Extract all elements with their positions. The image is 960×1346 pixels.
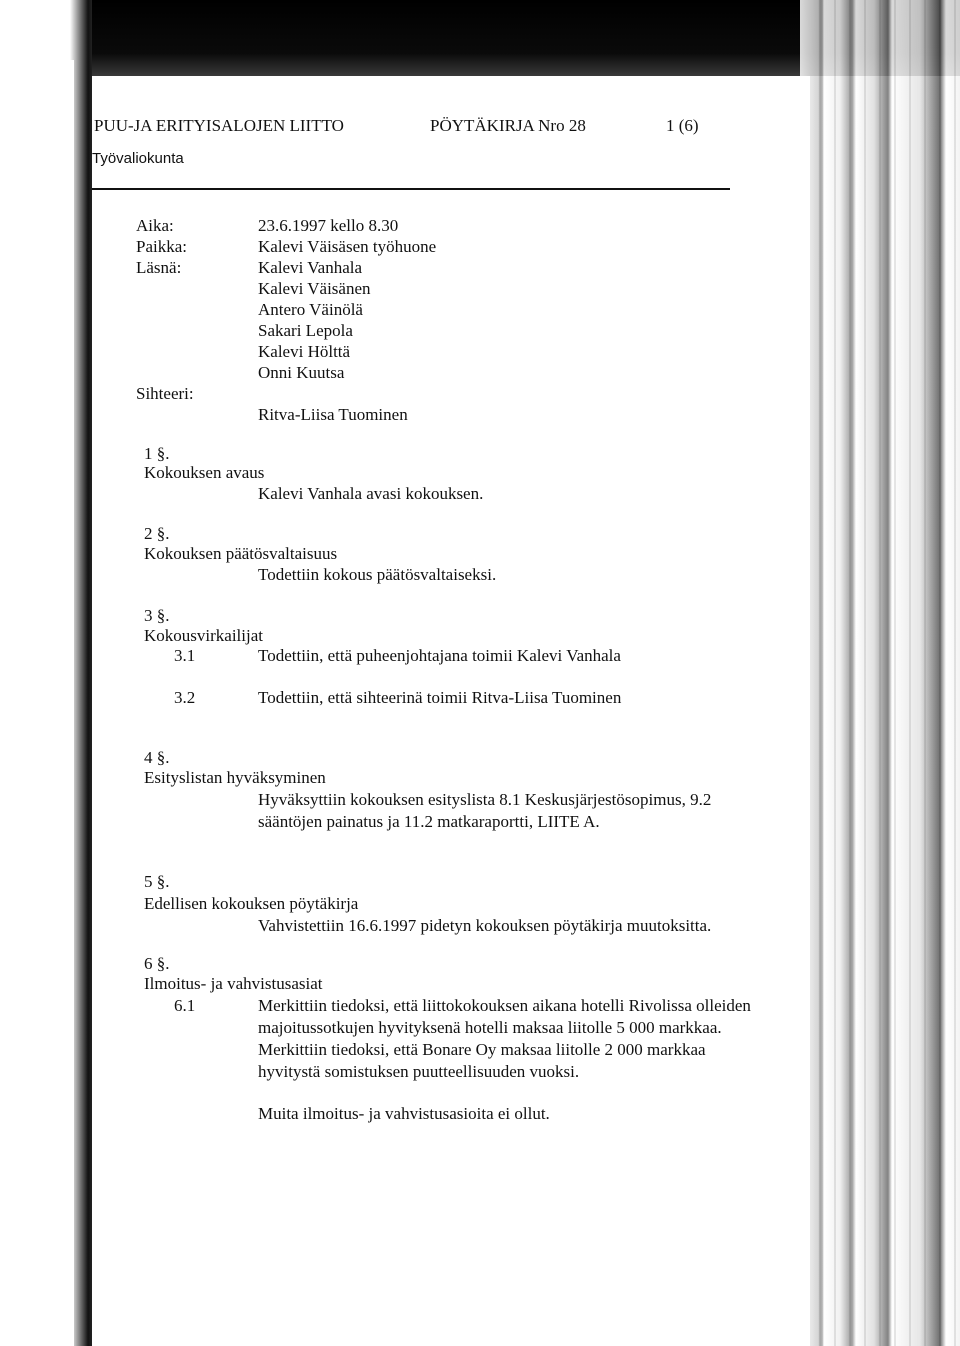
scan-page-stack-lines bbox=[806, 0, 956, 1346]
section-text: Vahvistettiin 16.6.1997 pidetyn kokouksen pöytäkirja muutoksitta. bbox=[258, 916, 712, 935]
time-label: Aika: bbox=[136, 216, 174, 235]
section-text: Todettiin kokous päätösvaltaiseksi. bbox=[258, 565, 497, 584]
section-title: Esityslistan hyväksyminen bbox=[144, 768, 326, 787]
attendee: Sakari Lepola bbox=[258, 321, 353, 340]
item-number: 3.1 bbox=[174, 646, 196, 665]
section-number: 1 §. bbox=[144, 444, 170, 463]
section-number: 4 §. bbox=[144, 748, 170, 767]
section-number: 5 §. bbox=[144, 872, 170, 891]
section-text: Merkittiin tiedoksi, että Bonare Oy maksaa liitolle 2 000 markkaa bbox=[258, 1040, 706, 1059]
section-title: Ilmoitus- ja vahvistusasiat bbox=[144, 974, 323, 993]
document-title: PÖYTÄKIRJA Nro 28 bbox=[430, 116, 586, 135]
attendee: Onni Kuutsa bbox=[258, 363, 345, 382]
document-page bbox=[92, 76, 810, 1346]
place-label: Paikka: bbox=[136, 237, 187, 256]
section-number: 6 §. bbox=[144, 954, 170, 973]
section-text: Kalevi Vanhala avasi kokouksen. bbox=[258, 484, 484, 503]
scan-left-margin bbox=[0, 60, 74, 1346]
attendee: Kalevi Väisänen bbox=[258, 279, 371, 298]
section-text: Hyväksyttiin kokouksen esityslista 8.1 Keskusjärjestösopimus, 9.2 bbox=[258, 790, 712, 809]
secretary-label: Sihteeri: bbox=[136, 384, 194, 403]
item-number: 6.1 bbox=[174, 996, 196, 1015]
section-text: sääntöjen painatus ja 11.2 matkaraportti, LIITE A. bbox=[258, 812, 600, 831]
header-rule bbox=[92, 188, 730, 190]
section-text: hyvitystä somistuksen puutteellisuuden vuoksi. bbox=[258, 1062, 580, 1081]
present-label: Läsnä: bbox=[136, 258, 182, 277]
item-text: Todettiin, että puheenjohtajana toimii Kalevi Vanhala bbox=[258, 646, 621, 665]
org-name: PUU-JA ERITYISALOJEN LIITTO bbox=[94, 116, 344, 135]
attendee: Antero Väinölä bbox=[258, 300, 363, 319]
attendee: Kalevi Hölttä bbox=[258, 342, 351, 361]
committee-name: Työvaliokunta bbox=[92, 150, 184, 167]
time-value: 23.6.1997 kello 8.30 bbox=[258, 216, 399, 235]
secretary-value: Ritva-Liisa Tuominen bbox=[258, 405, 408, 424]
attendee: Kalevi Vanhala bbox=[258, 258, 363, 277]
closing-text: Muita ilmoitus- ja vahvistusasioita ei ollut. bbox=[258, 1104, 550, 1123]
section-title: Kokousvirkailijat bbox=[144, 626, 263, 645]
item-text: Todettiin, että sihteerinä toimii Ritva-Liisa Tuominen bbox=[258, 688, 622, 707]
section-number: 3 §. bbox=[144, 606, 170, 625]
section-title: Edellisen kokouksen pöytäkirja bbox=[144, 894, 359, 913]
section-text: Merkittiin tiedoksi, että liittokokouksen aikana hotelli Rivolissa olleiden bbox=[258, 996, 751, 1015]
section-title: Kokouksen päätösvaltaisuus bbox=[144, 544, 338, 563]
page-number: 1 (6) bbox=[666, 116, 699, 135]
section-text: majoitussotkujen hyvityksenä hotelli maksaa liitolle 5 000 markkaa. bbox=[258, 1018, 722, 1037]
section-number: 2 §. bbox=[144, 524, 170, 543]
item-number: 3.2 bbox=[174, 688, 196, 707]
place-value: Kalevi Väisäsen työhuone bbox=[258, 237, 437, 256]
section-title: Kokouksen avaus bbox=[144, 463, 265, 482]
